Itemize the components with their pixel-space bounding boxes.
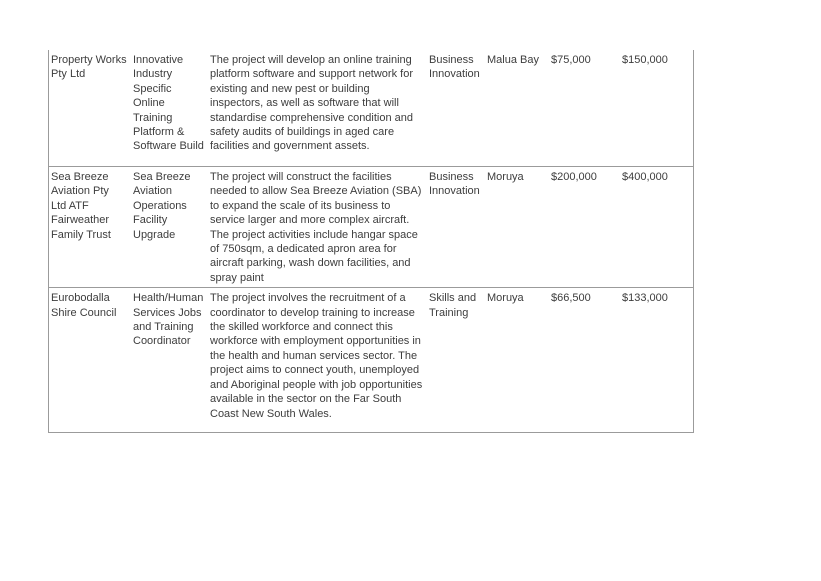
- total-cost-cell: $400,000: [622, 171, 668, 183]
- grant-amount-cell: $75,000: [551, 54, 591, 66]
- category-cell: Skills and Training: [429, 292, 477, 319]
- project-title-cell: Innovative Industry Specific Online Training Platform & Software Build: [133, 54, 204, 153]
- table-row: [49, 287, 693, 432]
- category-cell: Business Innovation: [429, 171, 480, 198]
- description-cell: The project will construct the facilities needed to allow Sea Breeze Aviation (SBA) to expand the scale of its business to service larger and more complex aircraft. The project activities include hangar space of 750sqm, a dedicated apron area for aircraft parking, wash down facilities, and spray paint: [210, 171, 422, 284]
- organisation-cell: Eurobodalla Shire Council: [51, 292, 117, 319]
- grant-amount-cell: $200,000: [551, 171, 597, 183]
- organisation-cell: Property Works Pty Ltd: [51, 54, 127, 81]
- table-row: [49, 166, 693, 287]
- description-cell: The project will develop an online training platform software and support network for existing and new pest or building inspectors, as well as software that will standardise comprehensive condition and safety audits of buildings in aged care facilities and government assets.: [210, 54, 414, 153]
- grants-table: [48, 50, 694, 433]
- location-cell: Malua Bay: [487, 54, 539, 66]
- project-title-cell: Sea Breeze Aviation Operations Facility Upgrade: [133, 171, 191, 241]
- description-cell: The project involves the recruitment of a coordinator to develop training to increase the skilled workforce and connect this workforce with employment opportunities in the health and human services sector. The project aims to connect youth, unemployed and Aboriginal people with job opportunities available in the sector on the Far South Coast New South Wales.: [210, 292, 423, 420]
- location-cell: Moruya: [487, 292, 524, 305]
- category-cell: Business Innovation: [429, 54, 480, 81]
- location-cell: Moruya: [487, 171, 524, 183]
- table-row: [49, 50, 693, 166]
- project-title-cell: Health/Human Services Jobs and Training Coordinator: [133, 292, 204, 348]
- organisation-cell: Sea Breeze Aviation Pty Ltd ATF Fairweather Family Trust: [51, 171, 111, 241]
- total-cost-cell: $150,000: [622, 54, 668, 66]
- grant-amount-cell: $66,500: [551, 292, 591, 305]
- total-cost-cell: $133,000: [622, 292, 668, 305]
